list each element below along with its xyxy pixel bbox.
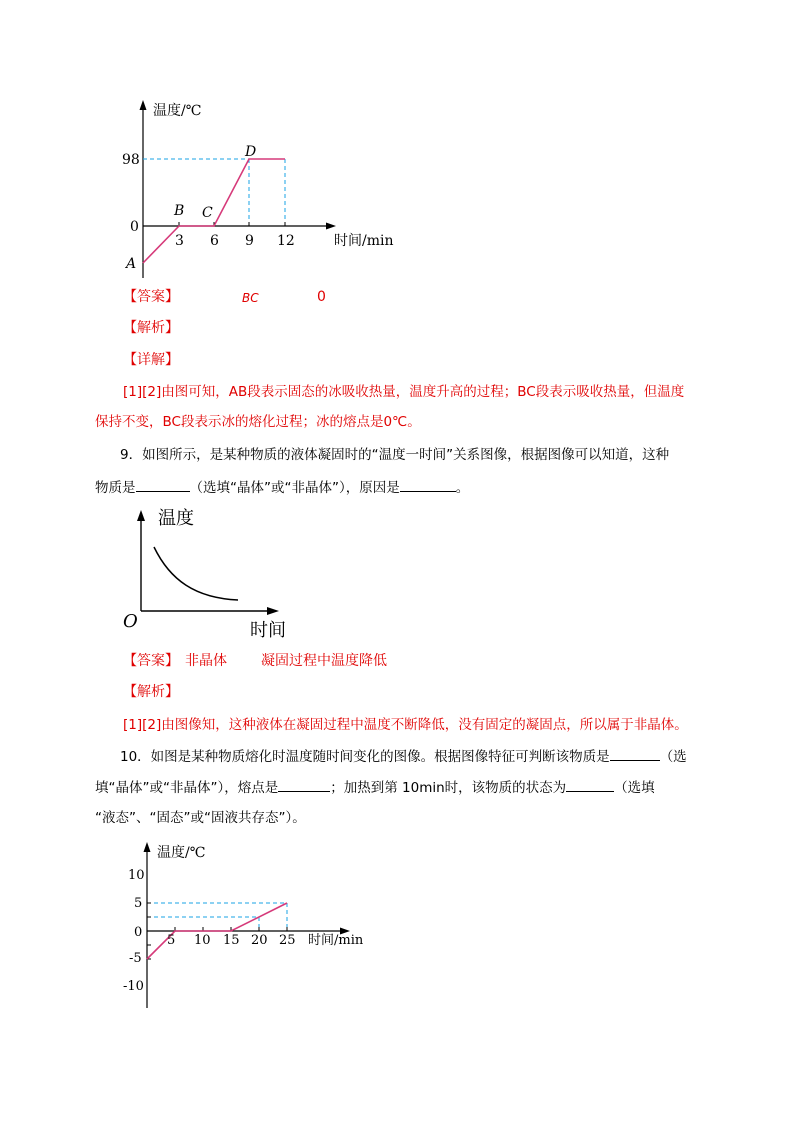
q9-line2c: 。 [455, 480, 470, 496]
q10-line2c: （选填 [614, 780, 655, 796]
g1-xtick-label: 6 [210, 233, 219, 249]
g3-xtick-label: 10 [194, 933, 211, 948]
g3-ylabel: 温度/℃ [157, 845, 206, 861]
melting-graph-2 [0, 835, 793, 1015]
melting-graph-1 [0, 0, 793, 300]
g3-xtick-label: 5 [167, 933, 176, 948]
q9-line2b: （选填“晶体”或“非晶体”），原因是 [189, 480, 400, 496]
g3-xtick-label: 25 [279, 933, 296, 948]
q8-answer-tag: 【答案】 [123, 289, 179, 305]
g1-point-A: A [126, 256, 137, 272]
q9-line2a: 物质是 [95, 480, 136, 496]
g2-curve [154, 547, 238, 600]
g3-xlabel: 时间/min [308, 933, 364, 948]
g3-ytick-label: -5 [129, 951, 142, 966]
g1-xlabel: 时间/min [334, 233, 394, 249]
q10-blank-2[interactable] [278, 777, 330, 792]
g3-ytick-label: 10 [128, 868, 145, 883]
q9-blank-1[interactable] [136, 477, 190, 492]
g3-ytick-label: 5 [134, 896, 143, 911]
g2-xlabel: 时间 [250, 620, 286, 641]
q10-line1a: 10．如图是某种物质熔化时温度随时间变化的图像。根据图像特征可判断该物质是 [120, 749, 610, 765]
q8-detail-line2: 保持不变，BC段表示冰的熔化过程；冰的熔点是0℃。 [95, 414, 421, 430]
q9-line1: 9．如图所示，是某种物质的液体凝固时的“温度一时间”关系图像，根据图像可以知道，这种 [120, 447, 670, 463]
g3-xtick-label: 15 [223, 933, 240, 948]
q9-answer-tag: 【答案】 [123, 653, 179, 669]
q10-line3: “液态”、“固态”或“固液共存态”）。 [95, 810, 306, 826]
q8-analysis-tag: 【解析】 [123, 320, 179, 336]
q8-answer-2: 0 [317, 289, 326, 305]
g2-x-arrow [267, 607, 279, 615]
g1-ytick-0: 0 [130, 219, 139, 235]
q8-detail-tag: 【详解】 [123, 352, 179, 368]
g1-ytick-98: 98 [122, 152, 140, 168]
q9-answer-1: 非晶体 [185, 653, 227, 669]
q10-line2 [95, 777, 655, 798]
q8-detail-line1: [1][2]由图可知，AB段表示固态的冰吸收热量，温度升高的过程；BC段表示吸收热量，但温度 [123, 384, 685, 400]
q10-line2a: 填“晶体”或“非晶体”），熔点是 [95, 780, 279, 796]
g1-ylabel: 温度/℃ [153, 103, 202, 119]
g3-ytick-label: -10 [123, 979, 144, 994]
g3-y-arrow [144, 842, 151, 852]
q10-line1 [120, 746, 687, 767]
g1-x-arrow [326, 223, 336, 230]
g1-xtick-label: 3 [175, 233, 184, 249]
q9-line2 [95, 477, 469, 498]
g1-y-arrow [140, 100, 147, 110]
g2-y-arrow [137, 510, 145, 521]
q10-line1b: （选 [659, 749, 687, 765]
q8-answer-1: BC [242, 291, 259, 305]
q9-blank-2[interactable] [400, 477, 456, 492]
g1-xtick-label: 9 [245, 233, 254, 249]
g1-point-D: D [245, 144, 257, 160]
g2-ylabel: 温度 [158, 508, 194, 529]
q10-blank-1[interactable] [610, 746, 660, 761]
g3-xtick-label: 20 [251, 933, 268, 948]
q9-analysis: [1][2]由图像知，这种液体在凝固过程中温度不断降低，没有固定的凝固点，所以属于非晶体。 [123, 717, 688, 733]
q9-answer-2: 凝固过程中温度降低 [261, 653, 387, 669]
g1-point-B: B [174, 203, 185, 219]
g1-point-C: C [202, 205, 213, 221]
solidification-graph [0, 500, 793, 650]
g3-ytick-label: 0 [134, 925, 143, 940]
g2-origin: O [123, 611, 138, 632]
g1-xtick-label: 12 [277, 233, 295, 249]
q10-line2b: ；加热到第 10min时，该物质的状态为 [330, 780, 567, 796]
q10-blank-3[interactable] [566, 777, 614, 792]
q9-analysis-tag: 【解析】 [123, 684, 179, 700]
